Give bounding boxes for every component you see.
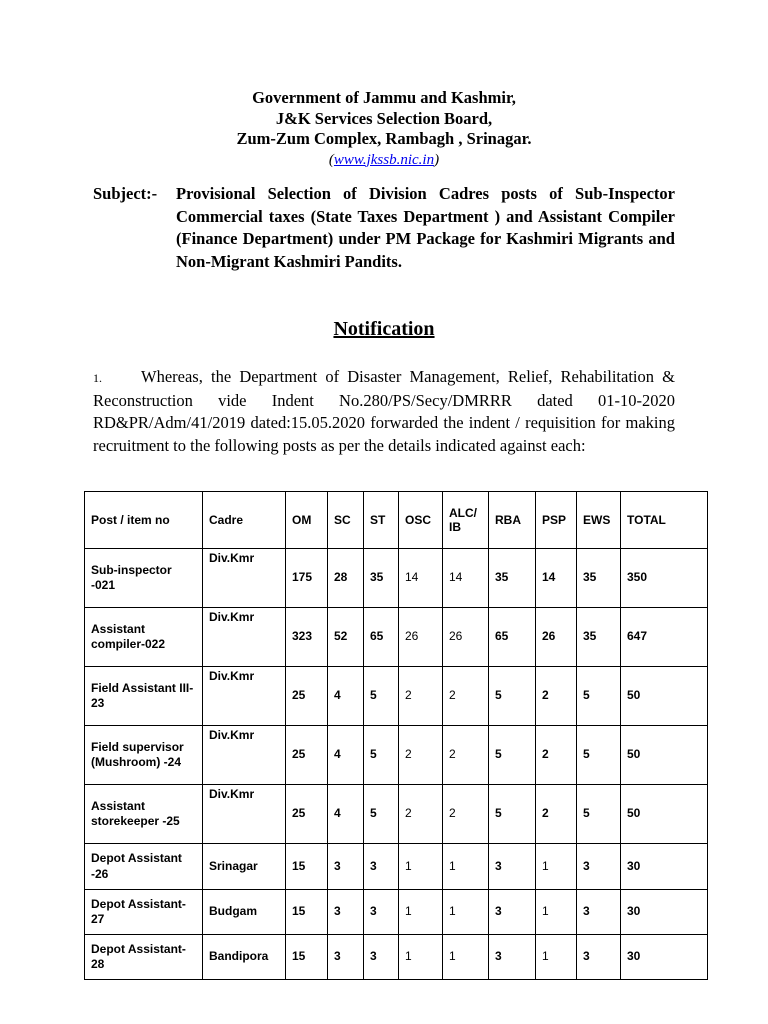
cell-post: Depot Assistant-27 [85, 890, 203, 935]
cell-sc: 4 [328, 726, 364, 785]
cell-osc: 2 [399, 785, 443, 844]
header-rba: RBA [489, 492, 536, 549]
cell-rba: 5 [489, 667, 536, 726]
cell-om: 25 [286, 785, 328, 844]
cell-sc: 3 [328, 935, 364, 980]
cell-psp: 2 [536, 785, 577, 844]
cell-osc: 26 [399, 608, 443, 667]
cell-cadre: Div.Kmr [203, 726, 286, 785]
cell-om: 15 [286, 935, 328, 980]
cell-ews: 5 [577, 726, 621, 785]
paragraph-1 [93, 366, 675, 458]
cell-om: 25 [286, 667, 328, 726]
website-paren-open: ( [328, 151, 334, 168]
subject-text: Provisional Selection of Division Cadres posts of Sub-Inspector Commercial taxes (State Taxes Department ) and Assistant Compiler (Finance Department) under PM Package for Kashmiri Migrants and Non-Migrant Kashmiri Pandits. [176, 184, 675, 271]
cell-om: 175 [286, 549, 328, 608]
cell-sc: 4 [328, 667, 364, 726]
cell-rba: 5 [489, 785, 536, 844]
cell-psp: 1 [536, 844, 577, 890]
cell-psp: 2 [536, 667, 577, 726]
header-website [0, 150, 768, 170]
header-board: J&K Services Selection Board, [275, 108, 493, 128]
website-paren-close: ) [434, 151, 440, 168]
cell-st: 5 [364, 785, 399, 844]
cell-post: Depot Assistant-28 [85, 935, 203, 980]
cell-st: 35 [364, 549, 399, 608]
cell-sc: 52 [328, 608, 364, 667]
paragraph-number: 1. [93, 371, 102, 385]
header-sc: SC [328, 492, 364, 549]
posts-table [84, 491, 708, 980]
cell-om: 323 [286, 608, 328, 667]
cell-psp: 14 [536, 549, 577, 608]
cell-ews: 3 [577, 844, 621, 890]
website-link[interactable]: www.jkssb.nic.in [333, 151, 435, 168]
table-row [85, 785, 708, 844]
cell-ews: 3 [577, 935, 621, 980]
cell-ews: 3 [577, 890, 621, 935]
table-row [85, 549, 708, 608]
header-om: OM [286, 492, 328, 549]
cell-alc-ib: 14 [443, 549, 489, 608]
cell-st: 5 [364, 726, 399, 785]
cell-total: 30 [621, 890, 708, 935]
header-address: Zum-Zum Complex, Rambagh , Srinagar. [236, 129, 532, 148]
table-row [85, 844, 708, 890]
cell-total: 50 [621, 726, 708, 785]
cell-total: 647 [621, 608, 708, 667]
header-alc-ib: ALC/ IB [443, 492, 489, 549]
header-total: TOTAL [621, 492, 708, 549]
cell-sc: 3 [328, 890, 364, 935]
cell-alc-ib: 1 [443, 935, 489, 980]
cell-rba: 3 [489, 844, 536, 890]
cell-osc: 1 [399, 935, 443, 980]
cell-total: 50 [621, 667, 708, 726]
header-ews: EWS [577, 492, 621, 549]
cell-psp: 2 [536, 726, 577, 785]
cell-rba: 3 [489, 890, 536, 935]
header-osc: OSC [399, 492, 443, 549]
header-post: Post / item no [85, 492, 203, 549]
cell-psp: 26 [536, 608, 577, 667]
cell-sc: 28 [328, 549, 364, 608]
table-header-row [85, 492, 708, 549]
cell-alc-ib: 2 [443, 785, 489, 844]
cell-sc: 3 [328, 844, 364, 890]
cell-rba: 3 [489, 935, 536, 980]
cell-st: 3 [364, 890, 399, 935]
table-row [85, 608, 708, 667]
cell-om: 25 [286, 726, 328, 785]
cell-sc: 4 [328, 785, 364, 844]
cell-st: 5 [364, 667, 399, 726]
subject-block [93, 183, 675, 273]
header-cadre: Cadre [203, 492, 286, 549]
cell-total: 350 [621, 549, 708, 608]
cell-om: 15 [286, 890, 328, 935]
cell-ews: 5 [577, 785, 621, 844]
header-st: ST [364, 492, 399, 549]
cell-ews: 35 [577, 549, 621, 608]
cell-cadre: Div.Kmr [203, 549, 286, 608]
cell-alc-ib: 26 [443, 608, 489, 667]
notification-title: Notification [333, 318, 435, 340]
table-row [85, 935, 708, 980]
cell-rba: 5 [489, 726, 536, 785]
cell-om: 15 [286, 844, 328, 890]
cell-rba: 65 [489, 608, 536, 667]
cell-st: 3 [364, 935, 399, 980]
paragraph-text: Whereas, the Department of Disaster Management, Relief, Rehabilitation & Reconstruction vide Indent No.280/PS/Secy/DMRRR dated 01-10-2020 RD&PR/Adm/41/2019 dated:15.05.2020 forwarded the indent / requisition for making recruitment to the following posts as per the details indicated against each: [93, 367, 675, 456]
cell-post: Sub-inspector -021 [85, 549, 203, 608]
cell-alc-ib: 2 [443, 726, 489, 785]
cell-cadre: Budgam [203, 890, 286, 935]
cell-osc: 1 [399, 844, 443, 890]
cell-ews: 35 [577, 608, 621, 667]
header-psp: PSP [536, 492, 577, 549]
cell-alc-ib: 2 [443, 667, 489, 726]
cell-post: Field supervisor (Mushroom) -24 [85, 726, 203, 785]
cell-osc: 14 [399, 549, 443, 608]
cell-psp: 1 [536, 935, 577, 980]
table-row [85, 667, 708, 726]
letterhead [0, 88, 768, 170]
header-government: Government of Jammu and Kashmir, [252, 88, 516, 107]
cell-total: 50 [621, 785, 708, 844]
cell-post: Depot Assistant -26 [85, 844, 203, 890]
table-row [85, 890, 708, 935]
cell-cadre: Div.Kmr [203, 667, 286, 726]
cell-osc: 2 [399, 726, 443, 785]
cell-alc-ib: 1 [443, 844, 489, 890]
subject-label: Subject:- [93, 184, 158, 203]
cell-total: 30 [621, 935, 708, 980]
cell-st: 65 [364, 608, 399, 667]
cell-rba: 35 [489, 549, 536, 608]
cell-cadre: Div.Kmr [203, 785, 286, 844]
cell-st: 3 [364, 844, 399, 890]
cell-osc: 2 [399, 667, 443, 726]
cell-psp: 1 [536, 890, 577, 935]
cell-cadre: Bandipora [203, 935, 286, 980]
table-row [85, 726, 708, 785]
cell-post: Field Assistant III-23 [85, 667, 203, 726]
cell-alc-ib: 1 [443, 890, 489, 935]
cell-cadre: Div.Kmr [203, 608, 286, 667]
cell-total: 30 [621, 844, 708, 890]
cell-post: Assistant compiler-022 [85, 608, 203, 667]
cell-osc: 1 [399, 890, 443, 935]
cell-cadre: Srinagar [203, 844, 286, 890]
cell-ews: 5 [577, 667, 621, 726]
cell-post: Assistant storekeeper -25 [85, 785, 203, 844]
